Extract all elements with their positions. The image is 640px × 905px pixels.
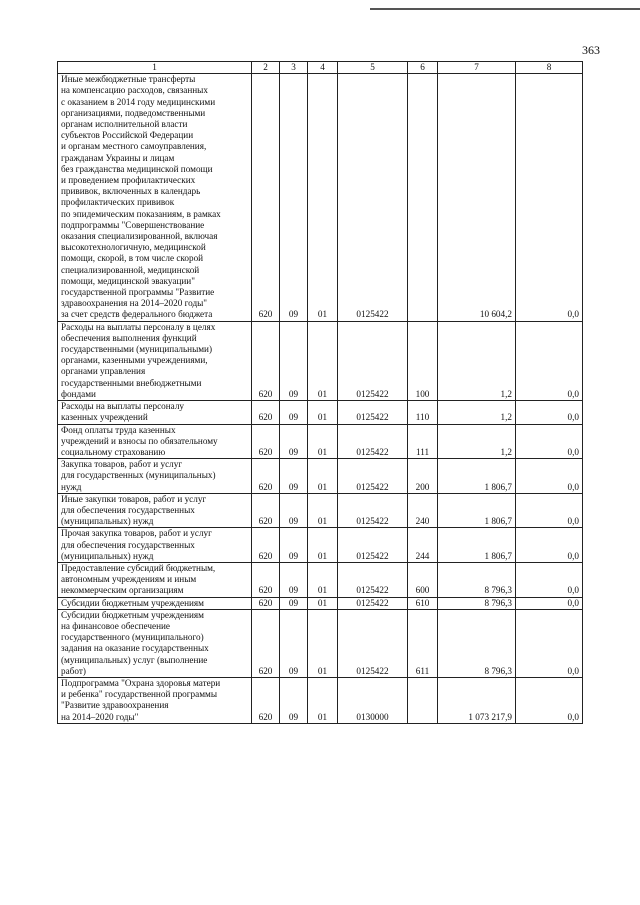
code-subsection: 01 (308, 677, 338, 723)
table-row (58, 597, 583, 609)
amount: 1,2 (438, 401, 516, 424)
code-subsection: 01 (308, 74, 338, 321)
code-subsection: 01 (308, 609, 338, 677)
column-header: 6 (408, 62, 438, 74)
code-target: 0125422 (338, 424, 408, 459)
amount-change: 0,0 (516, 597, 583, 609)
code-section: 09 (280, 401, 308, 424)
code-target: 0125422 (338, 459, 408, 494)
row-description: Подпрограмма "Охрана здоровья матери и ребенка" государственной программы "Развитие здравоохранения на 2014–2020 годы" (58, 677, 252, 723)
code-ministry: 620 (252, 677, 280, 723)
code-ministry: 620 (252, 609, 280, 677)
code-section: 09 (280, 677, 308, 723)
code-subsection: 01 (308, 562, 338, 597)
code-subsection: 01 (308, 528, 338, 563)
code-target: 0125422 (338, 609, 408, 677)
code-expense-type: 600 (408, 562, 438, 597)
header-row (58, 62, 583, 74)
table-row (58, 321, 583, 400)
row-description: Предоставление субсидий бюджетным, автономным учреждениям и иным некоммерческим организациям (58, 562, 252, 597)
amount-change: 0,0 (516, 562, 583, 597)
table-row (58, 459, 583, 494)
code-expense-type: 200 (408, 459, 438, 494)
code-expense-type (408, 74, 438, 321)
amount-change: 0,0 (516, 401, 583, 424)
code-expense-type (408, 677, 438, 723)
table-row (58, 528, 583, 563)
row-description: Закупка товаров, работ и услуг для государственных (муниципальных) нужд (58, 459, 252, 494)
code-target: 0125422 (338, 401, 408, 424)
code-expense-type: 110 (408, 401, 438, 424)
table-row (58, 424, 583, 459)
code-section: 09 (280, 74, 308, 321)
code-subsection: 01 (308, 597, 338, 609)
column-header: 7 (438, 62, 516, 74)
code-subsection: 01 (308, 321, 338, 400)
code-expense-type: 244 (408, 528, 438, 563)
code-ministry: 620 (252, 597, 280, 609)
code-target: 0125422 (338, 597, 408, 609)
amount: 8 796,3 (438, 562, 516, 597)
code-ministry: 620 (252, 401, 280, 424)
amount-change: 0,0 (516, 609, 583, 677)
amount-change: 0,0 (516, 528, 583, 563)
row-description: Иные закупки товаров, работ и услуг для обеспечения государственных (муниципальных) нужд (58, 493, 252, 528)
amount: 1,2 (438, 424, 516, 459)
code-ministry: 620 (252, 528, 280, 563)
code-expense-type: 111 (408, 424, 438, 459)
amount-change: 0,0 (516, 493, 583, 528)
code-section: 09 (280, 493, 308, 528)
code-section: 09 (280, 609, 308, 677)
table-row (58, 401, 583, 424)
code-subsection: 01 (308, 424, 338, 459)
code-subsection: 01 (308, 493, 338, 528)
scan-edge-line (370, 8, 640, 10)
code-target: 0125422 (338, 562, 408, 597)
amount: 1 806,7 (438, 493, 516, 528)
code-section: 09 (280, 562, 308, 597)
row-description: Субсидии бюджетным учреждениям на финансовое обеспечение государственного (муниципального) задания на оказание государственных (муниципальных) услуг (выполнение работ) (58, 609, 252, 677)
amount: 10 604,2 (438, 74, 516, 321)
table-row (58, 74, 583, 321)
amount: 8 796,3 (438, 597, 516, 609)
column-header: 3 (280, 62, 308, 74)
code-expense-type: 240 (408, 493, 438, 528)
column-header: 8 (516, 62, 583, 74)
row-description: Фонд оплаты труда казенных учреждений и взносы по обязательному социальному страхованию (58, 424, 252, 459)
column-header: 5 (338, 62, 408, 74)
table-row (58, 562, 583, 597)
code-target: 0125422 (338, 493, 408, 528)
amount-change: 0,0 (516, 74, 583, 321)
code-section: 09 (280, 528, 308, 563)
row-description: Прочая закупка товаров, работ и услуг для обеспечения государственных (муниципальных) нужд (58, 528, 252, 563)
page-number: 363 (582, 43, 600, 57)
table-row (58, 677, 583, 723)
code-expense-type: 100 (408, 321, 438, 400)
code-ministry: 620 (252, 562, 280, 597)
amount: 1,2 (438, 321, 516, 400)
column-header: 4 (308, 62, 338, 74)
amount: 1 806,7 (438, 528, 516, 563)
code-ministry: 620 (252, 459, 280, 494)
amount-change: 0,0 (516, 677, 583, 723)
row-description: Расходы на выплаты персоналу в целях обеспечения выполнения функций государственными (муниципальными) органами, казенными учреждениями, органами управления государственными внебюджетными фондами (58, 321, 252, 400)
code-section: 09 (280, 597, 308, 609)
budget-table (57, 61, 583, 724)
code-target: 0125422 (338, 528, 408, 563)
code-ministry: 620 (252, 321, 280, 400)
amount: 8 796,3 (438, 609, 516, 677)
row-description: Расходы на выплаты персоналу казенных учреждений (58, 401, 252, 424)
code-section: 09 (280, 424, 308, 459)
code-subsection: 01 (308, 459, 338, 494)
amount-change: 0,0 (516, 459, 583, 494)
code-target: 0125422 (338, 74, 408, 321)
code-subsection: 01 (308, 401, 338, 424)
code-ministry: 620 (252, 493, 280, 528)
row-description: Иные межбюджетные трансферты на компенсацию расходов, связанных с оказанием в 2014 году медицинскими организациями, подведомственными органам исполнительной власти субъектов Российской Федерации и органам местного самоуправления, гражданам Украины и лицам без гражданства медицинской помощи и проведением профилактических прививок, включенных в календарь профилактических прививок по эпидемическим показаниям, в рамках подпрограммы "Совершенствование оказания специализированной, включая высокотехнологичную, медицинской помощи, скорой, в том числе скорой специализированной, медицинской помощи, медицинской эвакуации" государственной программы "Развитие здравоохранения на 2014–2020 годы" за счет средств федерального бюджета (58, 74, 252, 321)
code-ministry: 620 (252, 424, 280, 459)
row-description: Субсидии бюджетным учреждениям (58, 597, 252, 609)
code-section: 09 (280, 321, 308, 400)
table-row (58, 493, 583, 528)
amount-change: 0,0 (516, 321, 583, 400)
code-target: 0130000 (338, 677, 408, 723)
code-expense-type: 611 (408, 609, 438, 677)
amount-change: 0,0 (516, 424, 583, 459)
amount: 1 073 217,9 (438, 677, 516, 723)
amount: 1 806,7 (438, 459, 516, 494)
column-header: 2 (252, 62, 280, 74)
code-section: 09 (280, 459, 308, 494)
code-ministry: 620 (252, 74, 280, 321)
column-header: 1 (58, 62, 252, 74)
table-row (58, 609, 583, 677)
code-target: 0125422 (338, 321, 408, 400)
code-expense-type: 610 (408, 597, 438, 609)
